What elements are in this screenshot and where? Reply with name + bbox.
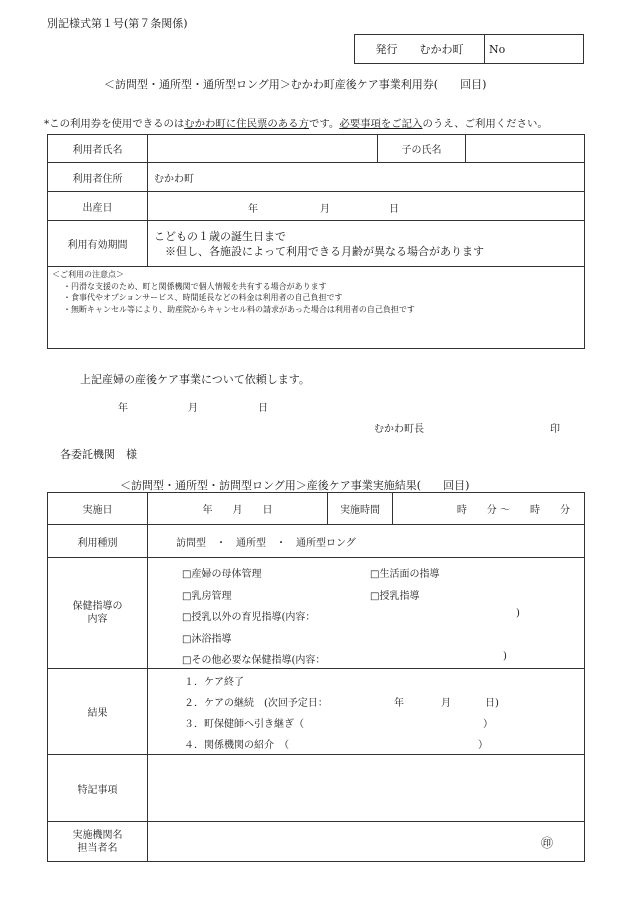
validity-line-1: こどもの１歳の誕生日まで: [154, 229, 286, 243]
mayor-seal-mark: 印: [550, 424, 560, 435]
recipient-label: 各委託機関 様: [60, 448, 137, 461]
service-type-options[interactable]: [148, 525, 585, 558]
service-date-value: 年 月 日: [202, 505, 273, 516]
service-time-label: 実施時間: [328, 493, 393, 525]
birth-year-label: 年: [248, 204, 258, 215]
guidance-other-checkbox[interactable]: □その他必要な保健指導(内容：: [182, 655, 326, 666]
result-table: [47, 492, 585, 862]
guidance-childcare-checkbox[interactable]: □授乳以外の育児指導(内容：: [182, 612, 316, 623]
birth-day-label: 日: [389, 204, 399, 215]
result-label: 結果: [48, 669, 148, 755]
guidance-label-line-1: 保健指導の: [72, 601, 123, 612]
result-next-year-label: 年: [394, 698, 404, 709]
validity-field: [148, 221, 585, 267]
guidance-other-close: ): [503, 651, 507, 662]
issue-no-field[interactable]: [485, 35, 584, 64]
facility-field[interactable]: [148, 822, 585, 862]
request-month-label: 月: [188, 403, 198, 414]
user-name-label: 利用者氏名: [48, 135, 148, 163]
result-referral[interactable]: ４．関係機関の紹介 （: [184, 740, 289, 751]
birth-date-field[interactable]: [148, 192, 585, 221]
usage-note-item: ・食事代やオプションサービス、時間延長などの料金は利用者の自己負担です: [63, 293, 343, 302]
request-text: 上記産婦の産後ケア事業について依頼します。: [80, 373, 310, 386]
result-next-day-label: 日): [485, 698, 499, 709]
result-next-month-label: 月: [441, 698, 451, 709]
child-name-field[interactable]: [466, 135, 585, 163]
usage-note-item: ・円滑な支援のため、町と関係機関で個人情報を共有する場合があります: [63, 281, 327, 291]
guidance-childcare-close: ): [516, 608, 520, 619]
result-title: ＜訪問型・通所型・訪問型ロング用＞産後ケア事業実施結果( 回目): [120, 479, 470, 492]
form-label: 別記様式第１号(第７条関係): [47, 17, 188, 30]
guidance-options: [148, 558, 585, 669]
remarks-label: 特記事項: [48, 755, 148, 822]
service-type-label: 利用種別: [48, 525, 148, 558]
ticket-title: ＜訪問型・通所型・通所型ロング用＞むかわ町産後ケア事業利用券( 回目): [104, 78, 487, 91]
guidance-life-checkbox[interactable]: □生活面の指導: [370, 569, 440, 580]
remarks-field[interactable]: [148, 755, 585, 822]
result-referral-close: ）: [478, 740, 488, 751]
notice-middle: です。: [308, 118, 340, 130]
issue-no-label: No: [489, 42, 506, 56]
request-year-label: 年: [118, 403, 128, 414]
notice-underline-residents: むかわ町に住民票のある方: [184, 118, 309, 130]
mayor-title: むかわ町長: [374, 424, 424, 435]
guidance-label: [48, 558, 148, 669]
birth-date-label: 出産日: [48, 192, 148, 221]
guidance-label-line-2: 内容: [87, 614, 108, 625]
facility-label-line-1: 実施機関名: [72, 829, 123, 841]
facility-seal-mark: ㊞: [541, 836, 554, 850]
child-name-label: 子の氏名: [378, 135, 466, 163]
notice-prefix: *この利用券を使用できるのは: [44, 118, 185, 130]
facility-label: [48, 822, 148, 862]
request-day-label: 日: [258, 403, 268, 414]
result-handover-close: ）: [483, 719, 493, 730]
validity-label: 利用有効期間: [48, 221, 148, 267]
usage-notes: [48, 267, 585, 349]
birth-month-label: 月: [320, 204, 330, 215]
issue-label: 発行 むかわ町: [355, 35, 485, 64]
guidance-maternal-checkbox[interactable]: □産婦の母体管理: [182, 569, 262, 580]
user-table: [47, 134, 585, 349]
guidance-breast-care-checkbox[interactable]: □乳房管理: [182, 591, 232, 602]
validity-line-2: ※但し、各施設によって利用できる月齢が異なる場合があります: [165, 244, 484, 258]
usage-notice: [44, 115, 548, 130]
guidance-lactation-checkbox[interactable]: □授乳指導: [370, 591, 420, 602]
issue-box: [354, 34, 584, 64]
service-date-label: 実施日: [48, 493, 148, 525]
usage-notes-title: ＜ご利用の注意点＞: [52, 270, 124, 279]
result-care-continue[interactable]: ２．ケアの継続 (次回予定日：: [184, 698, 328, 709]
service-type-value: 訪問型 ・ 通所型 ・ 通所型ロング: [176, 537, 356, 549]
user-name-field[interactable]: [148, 135, 378, 163]
service-time-value: 時 分 ～ 時 分: [456, 505, 570, 516]
guidance-bathing-checkbox[interactable]: □沐浴指導: [182, 634, 232, 645]
usage-note-item: ・無断キャンセル等により、助産院からキャンセル料の請求があった場合は利用者の自己負担です: [63, 304, 415, 314]
notice-underline-fill: 必要事項をご記入: [339, 118, 423, 130]
facility-label-line-2: 担当者名: [77, 842, 118, 854]
notice-suffix: のうえ、ご利用ください。: [422, 118, 548, 130]
service-date-field[interactable]: [148, 493, 328, 525]
user-address-value: むかわ町: [154, 173, 194, 185]
service-time-field[interactable]: [393, 493, 585, 525]
result-options: [148, 669, 585, 755]
result-care-end[interactable]: １．ケア終了: [184, 677, 244, 688]
result-handover[interactable]: ３．町保健師へ引き継ぎ（: [184, 719, 304, 730]
user-address-label: 利用者住所: [48, 163, 148, 192]
user-address-field[interactable]: [148, 163, 585, 192]
